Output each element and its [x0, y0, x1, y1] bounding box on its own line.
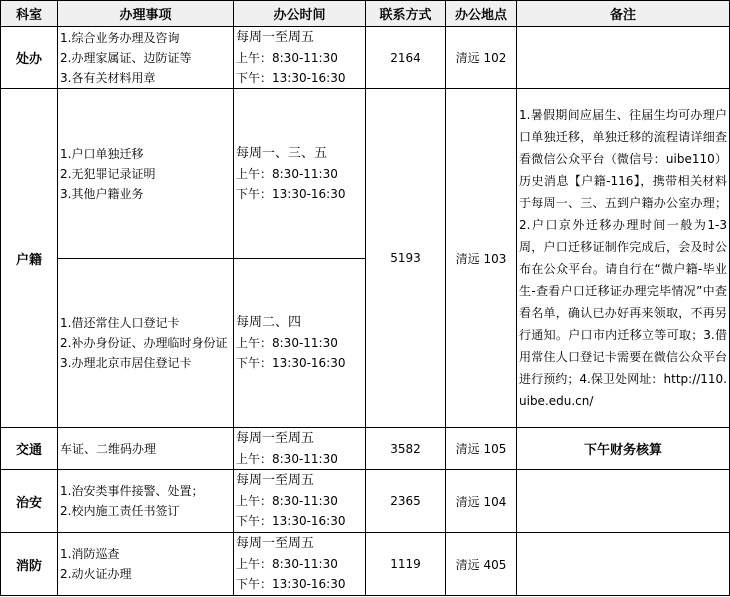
- phone-xiaofang: 1119: [366, 533, 446, 596]
- header-phone: 联系方式: [366, 1, 446, 27]
- phone-chuban: 2164: [366, 27, 446, 89]
- list-item: 3.其他户籍业务: [60, 186, 144, 201]
- items-chuban: [58, 27, 234, 89]
- hours-morning: 上午：8:30-11:30: [236, 336, 338, 350]
- hours-chuban: [234, 27, 366, 89]
- dept-huji: 户籍: [1, 89, 58, 428]
- header-note: 备注: [517, 1, 730, 27]
- list-item: 3.各有关材料用章: [60, 70, 156, 85]
- hours-days: 每周一至周五: [236, 29, 315, 45]
- dept-chuban: 处办: [1, 27, 58, 89]
- place-jiaotong: 清远 105: [446, 428, 517, 470]
- list-item: 1.综合业务办理及咨询: [60, 30, 180, 45]
- list-item: 1.户口单独迁移: [60, 146, 144, 161]
- hours-jiaotong: [234, 428, 366, 470]
- place-xiaofang: 清远 405: [446, 533, 517, 596]
- note-zhian: [517, 470, 730, 533]
- note-huji: 1.暑假期间应届生、往届生均可办理户口单独迁移，单独迁移的流程请详细查看微信公众平台（微信号：uibe110）历史消息【户籍-116】，携带相关材料于每周一、三、五到户籍办公室办理；2.户口京外迁移办理时间一般为1-3周，户口迁移证制作完成后，会及时公布在公众平台。请自行在“微户籍-毕业生-查看户口迁移证办理完毕情况”中查看名单，确认已办好再来领取，不再另行通知。户口市内迁移立等可取；3.借用常住人口登记卡需要在微信公众平台进行预约；4.保卫处网址：http://110.uibe.edu.cn/: [517, 89, 730, 428]
- note-chuban: [517, 27, 730, 89]
- row-zhian: [1, 470, 730, 533]
- hours-zhian: [234, 470, 366, 533]
- place-huji: 清远 103: [446, 89, 517, 428]
- hours-morning: 上午：8:30-11:30: [236, 166, 338, 181]
- place-zhian: 清远 104: [446, 470, 517, 533]
- header-items: 办理事项: [58, 1, 234, 27]
- dept-jiaotong: 交通: [1, 428, 58, 470]
- hours-days: 每周二、四: [236, 315, 302, 330]
- hours-afternoon: 下午：13:30-16:30: [236, 577, 346, 591]
- row-chuban: [1, 27, 730, 89]
- items-jiaotong: [58, 428, 234, 470]
- hours-morning: 上午：8:30-11:30: [236, 494, 338, 508]
- list-item: 车证、二维码办理: [60, 441, 157, 456]
- dept-xiaofang: 消防: [1, 533, 58, 596]
- header-row: [1, 1, 730, 27]
- hours-afternoon: 下午：13:30-16:30: [236, 514, 346, 528]
- hours-afternoon: 下午：13:30-16:30: [236, 356, 346, 370]
- row-xiaofang: [1, 533, 730, 596]
- items-huji-a: [58, 89, 234, 259]
- hours-days: 每周一至周五: [236, 473, 315, 488]
- hours-afternoon: 下午：13:30-16:30: [236, 186, 346, 201]
- header-place: 办公地点: [446, 1, 517, 27]
- hours-days: 每周一、三、五: [236, 145, 328, 161]
- header-hours: 办公时间: [234, 1, 366, 27]
- hours-huji-b: [234, 259, 366, 428]
- list-item: 2.校内施工责任书签订: [60, 504, 180, 518]
- header-dept: 科室: [1, 1, 58, 27]
- hours-days: 每周一至周五: [236, 536, 315, 551]
- row-huji-a: [1, 89, 730, 259]
- phone-huji: 5193: [366, 89, 446, 428]
- phone-jiaotong: 3582: [366, 428, 446, 470]
- list-item: 1.治安类事件接警、处置；: [60, 484, 204, 498]
- items-xiaofang: [58, 533, 234, 596]
- hours-huji-a: [234, 89, 366, 259]
- hours-days: 每周一至周五: [236, 430, 315, 446]
- hours-afternoon: 下午：13:30-16:30: [236, 70, 346, 85]
- note-jiaotong: 下午财务核算: [517, 428, 730, 470]
- row-jiaotong: [1, 428, 730, 470]
- items-huji-b: [58, 259, 234, 428]
- hours-morning: 上午：8:30-11:30: [236, 451, 338, 466]
- list-item: 3.办理北京市居住登记卡: [60, 356, 192, 370]
- dept-zhian: 治安: [1, 470, 58, 533]
- list-item: 2.无犯罪记录证明: [60, 166, 156, 181]
- hours-morning: 上午：8:30-11:30: [236, 557, 338, 571]
- list-item: 2.办理家属证、边防证等: [60, 50, 192, 65]
- list-item: 2.动火证办理: [60, 567, 132, 581]
- list-item: 1.借还常住人口登记卡: [60, 316, 180, 330]
- phone-zhian: 2365: [366, 470, 446, 533]
- items-zhian: [58, 470, 234, 533]
- hours-morning: 上午：8:30-11:30: [236, 50, 338, 65]
- hours-xiaofang: [234, 533, 366, 596]
- note-xiaofang: [517, 533, 730, 596]
- list-item: 1.消防巡查: [60, 547, 120, 561]
- list-item: 2.补办身份证、办理临时身份证: [60, 336, 228, 350]
- place-chuban: 清远 102: [446, 27, 517, 89]
